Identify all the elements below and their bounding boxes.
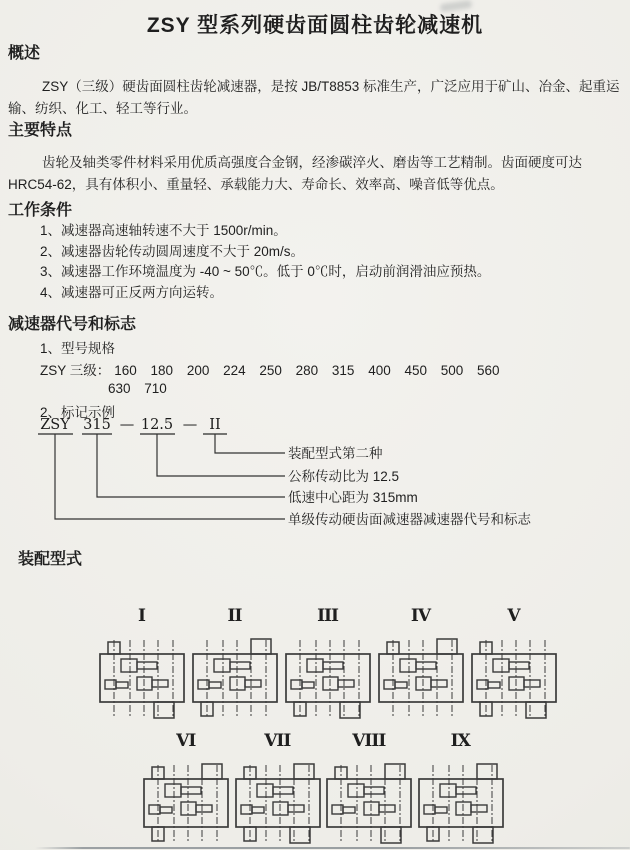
condition-item: 3、减速器工作环境温度为 -40 ~ 50℃。低于 0℃时，启动前润滑油应预热。	[40, 264, 491, 279]
series-label: ZSY 三级：	[40, 363, 111, 378]
assembly-cell	[323, 729, 415, 847]
assembly-cell	[281, 604, 374, 722]
assembly-type-label: VII	[264, 731, 291, 751]
assembly-type-label: II	[227, 606, 242, 626]
condition-item: 1、减速器高速轴转速不大于 1500r/min。	[40, 223, 287, 238]
marking-label-code-meaning: 单级传动硬齿面减速器减速器代号和标志	[288, 512, 531, 527]
scan-bottom-line-artifact	[35, 847, 630, 849]
assembly-cell	[188, 604, 281, 722]
marking-example-diagram	[0, 414, 630, 536]
assembly-type-label: I	[138, 606, 145, 626]
section-heading-overview: 概述	[8, 45, 41, 62]
features-paragraph: 齿轮及轴类零件材料采用优质高强度合金钢，经渗碳淬火、磨齿等工艺精制。齿面硬度可达 HRC54-62，具有体积小、重量轻、承载能力大、寿命长、效率高、噪音低等优点。	[8, 154, 582, 192]
assembly-cell	[95, 604, 188, 722]
assembly-type-label: VIII	[352, 731, 386, 751]
marking-example-label: 2、标记示例	[40, 405, 116, 420]
assembly-cell	[467, 604, 560, 722]
marking-labels	[288, 445, 531, 527]
assembly-row-1	[95, 604, 560, 722]
gearbox-schematic	[321, 759, 416, 847]
assembly-cell	[415, 729, 507, 847]
marking-leader-lines	[55, 434, 285, 519]
overview-paragraph: ZSY（三级）硬齿面圆柱齿轮减速器，是按 JB/T8853 标准生产，广泛应用于矿山、冶金、起重运输、纺织、化工、轻工等行业。	[8, 78, 620, 116]
gearbox-schematic	[280, 634, 375, 722]
marking-label-center-dist: 低速中心距为 315mm	[288, 490, 418, 505]
assembly-type-label: IV	[410, 606, 431, 626]
gearbox-schematic	[230, 759, 325, 847]
marking-tokens	[40, 417, 221, 433]
assembly-cell	[232, 729, 324, 847]
assembly-type-label: III	[317, 606, 338, 626]
assembly-type-label: V	[507, 606, 520, 626]
marking-label-ratio: 公称传动比为 12.5	[288, 469, 400, 484]
section-heading-features: 主要特点	[8, 122, 73, 139]
section-heading-conditions: 工作条件	[8, 202, 73, 219]
marking-token-code: ZSY	[40, 417, 70, 433]
gearbox-schematic	[94, 634, 189, 722]
marking-token-ratio: 12.5	[140, 417, 174, 433]
assembly-type-label: VI	[176, 731, 196, 751]
series-sizes-line	[40, 359, 500, 379]
conditions-list	[40, 221, 600, 303]
condition-item: 2、减速器齿轮传动圆周速度不大于 20m/s。	[40, 243, 305, 259]
gearbox-schematic	[373, 634, 468, 722]
spec-label: 1、型号规格	[40, 341, 116, 356]
page-title: ZSY 型系列硬齿面圆柱齿轮减速机	[146, 14, 484, 37]
assembly-type-label: IX	[450, 731, 470, 751]
series-sizes-continuation: 630 710	[108, 381, 167, 396]
marking-token-size: 315	[83, 417, 111, 433]
gearbox-schematic	[466, 634, 561, 722]
marking-token-type: II	[209, 417, 221, 433]
marking-token-dash: —	[182, 417, 198, 433]
section-heading-assembly: 装配型式	[18, 551, 83, 568]
marking-token-dash: —	[119, 417, 135, 433]
assembly-cell	[374, 604, 467, 722]
section-heading-designation: 减速器代号和标志	[8, 316, 137, 333]
gearbox-schematic	[413, 759, 508, 847]
gearbox-schematic	[138, 759, 233, 847]
assembly-cell	[140, 729, 232, 847]
assembly-row-2	[140, 729, 506, 847]
gearbox-schematic	[187, 634, 282, 722]
condition-item: 4、减速器可正反两方向运转。	[40, 284, 224, 300]
marking-label-assembly-type: 装配型式第二种	[288, 446, 383, 461]
series-sizes-values: 160 180 200 224 250 280 315 400 450 500 560	[114, 363, 500, 378]
